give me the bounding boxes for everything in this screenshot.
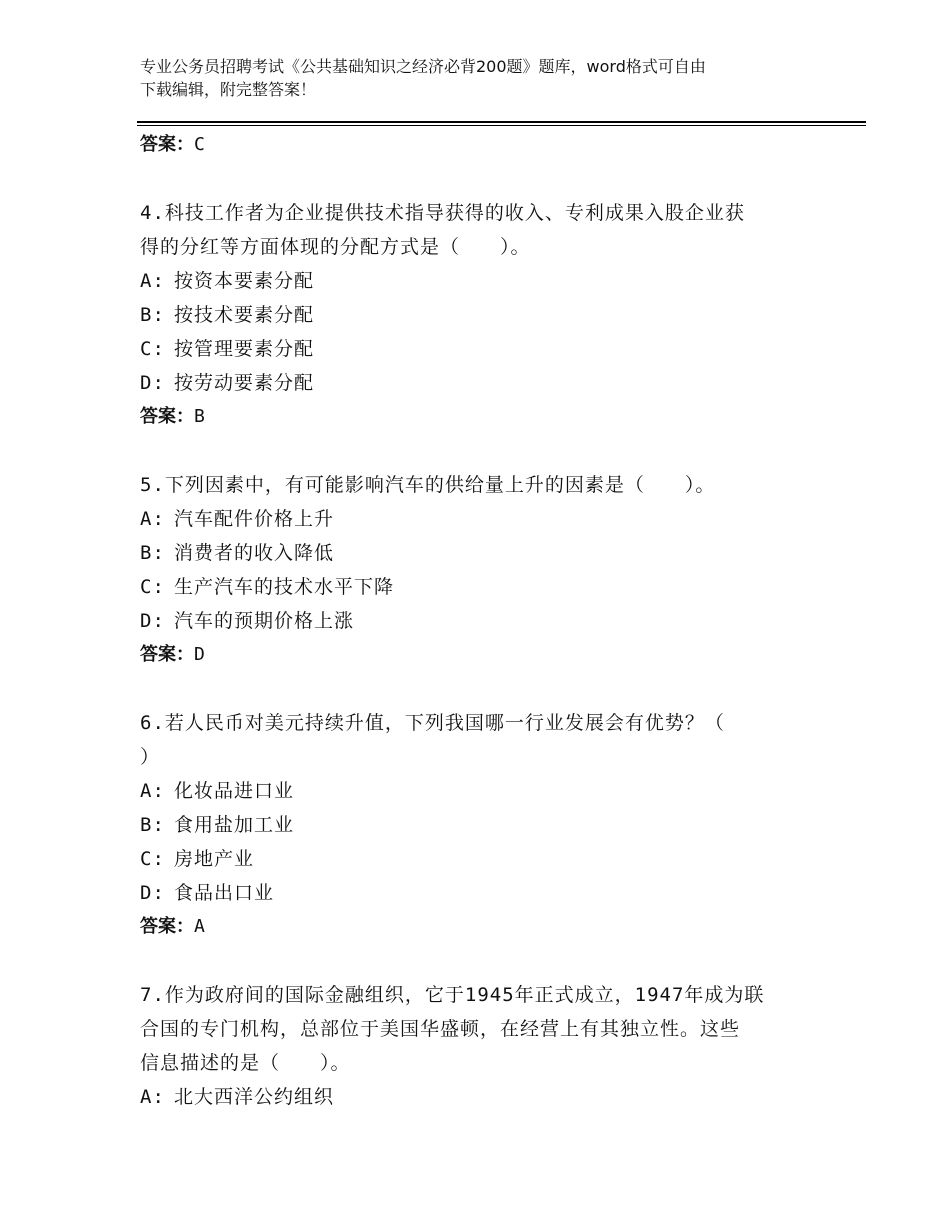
answer-line bbox=[140, 638, 840, 672]
question-content bbox=[140, 128, 840, 1114]
question-text-line: 得的分红等方面体现的分配方式是（ ）。 bbox=[140, 236, 531, 258]
option-letter: D: bbox=[140, 372, 165, 394]
option-c bbox=[140, 842, 840, 876]
option-a bbox=[140, 502, 840, 536]
question-text-line: ） bbox=[140, 746, 161, 768]
question-block bbox=[140, 978, 840, 1114]
option-b bbox=[140, 808, 840, 842]
option-letter: A: bbox=[140, 508, 165, 530]
option-text: 消费者的收入降低 bbox=[174, 542, 335, 564]
spacer bbox=[140, 434, 840, 468]
option-d bbox=[140, 876, 840, 910]
option-letter: C: bbox=[140, 338, 165, 360]
option-text: 汽车配件价格上升 bbox=[174, 508, 335, 530]
option-letter: D: bbox=[140, 882, 165, 904]
option-letter: B: bbox=[140, 304, 165, 326]
option-text: 房地产业 bbox=[174, 848, 255, 870]
option-text: 按资本要素分配 bbox=[174, 270, 315, 292]
spacer bbox=[140, 944, 840, 978]
option-letter: A: bbox=[140, 270, 165, 292]
option-text: 汽车的预期价格上涨 bbox=[174, 610, 355, 632]
header-rule-thin bbox=[137, 125, 866, 126]
answer-line bbox=[140, 128, 840, 162]
answer-value: B bbox=[194, 406, 205, 427]
question-text-line: 5.下列因素中，有可能影响汽车的供给量上升的因素是（ ）。 bbox=[140, 474, 716, 496]
option-letter: D: bbox=[140, 610, 165, 632]
spacer bbox=[140, 672, 840, 706]
answer-line bbox=[140, 910, 840, 944]
option-text: 按劳动要素分配 bbox=[174, 372, 315, 394]
question-text-line: 合国的专门机构，总部位于美国华盛顿，在经营上有其独立性。这些 bbox=[140, 1018, 741, 1040]
option-letter: C: bbox=[140, 848, 165, 870]
answer-label: 答案： bbox=[140, 134, 194, 155]
answer-line bbox=[140, 400, 840, 434]
option-a bbox=[140, 264, 840, 298]
option-a bbox=[140, 1080, 840, 1114]
question-text-line: 4.科技工作者为企业提供技术指导获得的收入、专利成果入股企业获 bbox=[140, 202, 745, 224]
question-block bbox=[140, 196, 840, 434]
option-letter: C: bbox=[140, 576, 165, 598]
answer-value: A bbox=[194, 916, 205, 937]
option-text: 北大西洋公约组织 bbox=[174, 1086, 335, 1108]
option-text: 食品出口业 bbox=[174, 882, 275, 904]
page-header bbox=[140, 55, 820, 101]
header-title-line-1: 专业公务员招聘考试《公共基础知识之经济必背200题》题库，word格式可自由 bbox=[140, 57, 706, 76]
answer-value: C bbox=[194, 134, 205, 155]
option-b bbox=[140, 298, 840, 332]
option-text: 食用盐加工业 bbox=[174, 814, 295, 836]
question-text-line: 7.作为政府间的国际金融组织，它于1945年正式成立，1947年成为联 bbox=[140, 984, 765, 1006]
header-rule-thick bbox=[137, 121, 866, 123]
option-letter: A: bbox=[140, 780, 165, 802]
answer-label: 答案： bbox=[140, 644, 194, 665]
option-b bbox=[140, 536, 840, 570]
option-d bbox=[140, 366, 840, 400]
answer-value: D bbox=[194, 644, 205, 665]
question-block bbox=[140, 706, 840, 944]
question-text-line: 信息描述的是（ ）。 bbox=[140, 1052, 351, 1074]
option-text: 按技术要素分配 bbox=[174, 304, 315, 326]
option-c bbox=[140, 570, 840, 604]
option-text: 生产汽车的技术水平下降 bbox=[174, 576, 395, 598]
option-a bbox=[140, 774, 840, 808]
header-title-line-2: 下载编辑，附完整答案！ bbox=[140, 80, 317, 99]
option-c bbox=[140, 332, 840, 366]
option-letter: A: bbox=[140, 1086, 165, 1108]
option-text: 化妆品进口业 bbox=[174, 780, 295, 802]
spacer bbox=[140, 162, 840, 196]
option-text: 按管理要素分配 bbox=[174, 338, 315, 360]
question-text-line: 6.若人民币对美元持续升值，下列我国哪一行业发展会有优势？（ bbox=[140, 712, 725, 734]
question-block bbox=[140, 468, 840, 672]
option-letter: B: bbox=[140, 814, 165, 836]
option-d bbox=[140, 604, 840, 638]
answer-label: 答案： bbox=[140, 406, 194, 427]
answer-label: 答案： bbox=[140, 916, 194, 937]
option-letter: B: bbox=[140, 542, 165, 564]
